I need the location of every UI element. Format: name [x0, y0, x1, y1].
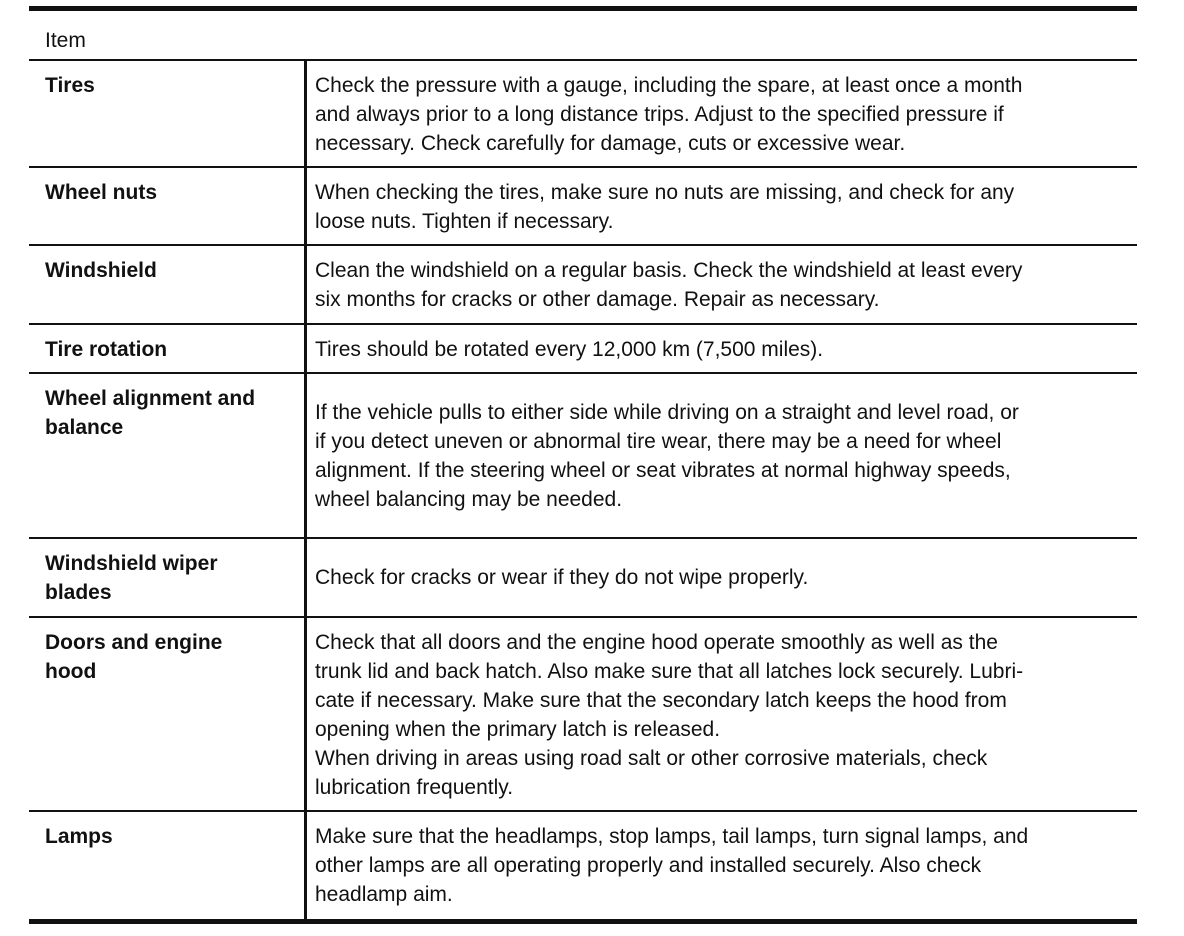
table-row-lamps: [29, 812, 1137, 919]
description-line: wheel balancing may be needed.: [315, 488, 623, 511]
item-cell: [29, 61, 307, 166]
item-cell: [29, 618, 307, 810]
table-header: [29, 11, 1137, 61]
item-cell: [29, 374, 307, 537]
description-cell: [307, 61, 1137, 166]
description-line: and always prior to a long distance trips. Adjust to the specified pressure if: [315, 103, 1004, 126]
table-row-tire-rotation: [29, 325, 1137, 374]
description-cell: [307, 168, 1137, 244]
description-cell: [307, 618, 1137, 810]
table-row-doors-hood: [29, 618, 1137, 812]
item-label: Tire rotation: [45, 338, 168, 361]
description-cell: [307, 374, 1137, 537]
item-label: blades: [45, 581, 112, 604]
table-row-wheel-nuts: [29, 168, 1137, 246]
description-line: Check that all doors and the engine hood operate smoothly as well as the: [315, 631, 998, 654]
item-label: hood: [45, 660, 97, 683]
description-line: trunk lid and back hatch. Also make sure that all latches lock securely. Lubri-: [315, 660, 1024, 683]
item-label: Wheel nuts: [45, 181, 158, 204]
table-row-wiper-blades: [29, 539, 1137, 618]
table-row-wheel-alignment: [29, 374, 1137, 539]
item-cell: [29, 539, 307, 616]
description-cell: [307, 812, 1137, 919]
description-line: headlamp aim.: [315, 883, 453, 906]
description-line: loose nuts. Tighten if necessary.: [315, 210, 614, 233]
item-cell: [29, 325, 307, 372]
item-label: Lamps: [45, 825, 113, 848]
description-line: opening when the primary latch is released.: [315, 718, 721, 741]
description-cell: [307, 539, 1137, 616]
item-label: Windshield wiper: [45, 552, 218, 575]
description-line: six months for cracks or other damage. Repair as necessary.: [315, 288, 880, 311]
description-line: Tires should be rotated every 12,000 km (7,500 miles).: [315, 338, 824, 361]
item-label: balance: [45, 416, 124, 439]
description-line: lubrication frequently.: [315, 776, 514, 799]
description-line: Check for cracks or wear if they do not wipe properly.: [315, 566, 809, 589]
item-label: Doors and engine: [45, 631, 223, 654]
description-line: When checking the tires, make sure no nuts are missing, and check for any: [315, 181, 1015, 204]
description-line: other lamps are all operating properly and installed securely. Also check: [315, 854, 982, 877]
description-line: necessary. Check carefully for damage, cuts or excessive wear.: [315, 132, 906, 155]
description-cell: [307, 325, 1137, 372]
description-line: When driving in areas using road salt or other corrosive materials, check: [315, 747, 988, 770]
item-label: Tires: [45, 74, 95, 97]
item-label: Windshield: [45, 259, 157, 282]
description-line: Check the pressure with a gauge, including the spare, at least once a month: [315, 74, 1023, 97]
description-line: alignment. If the steering wheel or seat vibrates at normal highway speeds,: [315, 459, 1011, 482]
description-line: if you detect uneven or abnormal tire wear, there may be a need for wheel: [315, 430, 1002, 453]
description-line: cate if necessary. Make sure that the secondary latch keeps the hood from: [315, 689, 1007, 712]
item-label: Wheel alignment and: [45, 387, 256, 410]
header-item: Item: [45, 29, 86, 52]
inspection-table: [29, 6, 1137, 924]
description-line: Make sure that the headlamps, stop lamps, tail lamps, turn signal lamps, and: [315, 825, 1029, 848]
item-cell: [29, 168, 307, 244]
description-line: If the vehicle pulls to either side while driving on a straight and level road, or: [315, 401, 1019, 424]
description-line: Clean the windshield on a regular basis. Check the windshield at least every: [315, 259, 1023, 282]
item-cell: [29, 246, 307, 323]
table-row-tires: [29, 61, 1137, 168]
item-cell: [29, 812, 307, 919]
description-cell: [307, 246, 1137, 323]
table-row-windshield: [29, 246, 1137, 325]
